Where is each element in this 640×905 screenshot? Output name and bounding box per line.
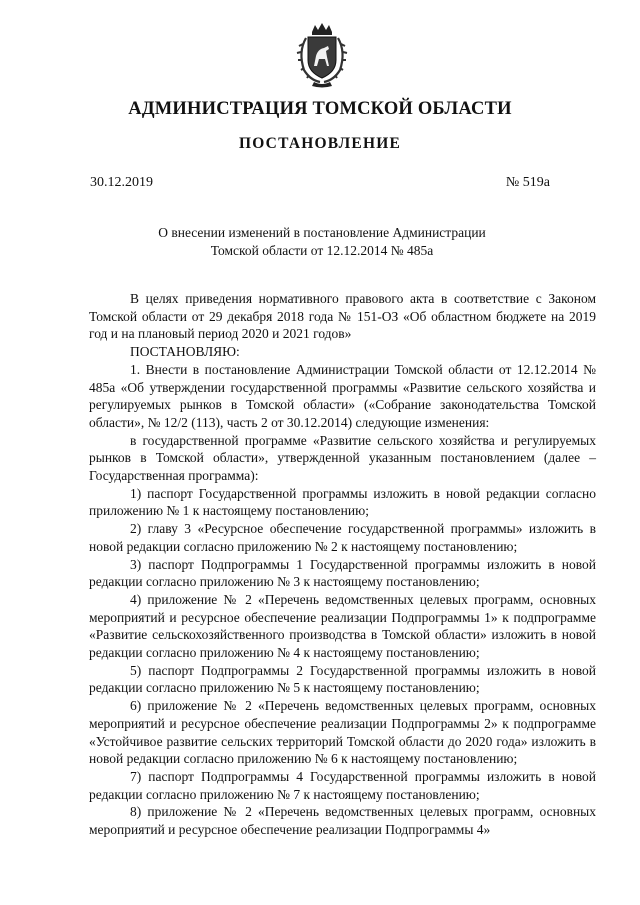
paragraph: 6) приложение № 2 «Перечень ведомственных целевых программ, основных мероприятий и ресурсное обеспечение реализации Подпрограммы 2» к подпрограмме «Устойчивое развитие сельских территорий Томской области до 2020 года» изложить в новой редакции согласно приложению № 6 к настоящему постановлению; bbox=[89, 698, 596, 767]
document-subject bbox=[90, 224, 554, 259]
tomsk-coat-of-arms-icon bbox=[294, 22, 350, 88]
paragraph: 7) паспорт Подпрограммы 4 Государственной программы изложить в новой редакции согласно приложению № 7 к настоящему постановлению; bbox=[89, 768, 596, 802]
paragraph: в государственной программе «Развитие сельского хозяйства и регулируемых рынков в Томской области», утвержденной указанным постановлением (далее – Государственная программа): bbox=[89, 432, 596, 484]
paragraph: 4) приложение № 2 «Перечень ведомственных целевых программ, основных мероприятий и ресурсное обеспечение реализации Подпрограммы 1» к подпрограмме «Развитие сельскохозяйственного производства в Томской области» изложить в новой редакции согласно приложению № 4 к настоящему постановлению; bbox=[89, 591, 596, 661]
document-date: 30.12.2019 bbox=[90, 175, 153, 190]
paragraph: В целях приведения нормативного правового акта в соответствие с Законом Томской области от 29 декабря 2018 года № 151-ОЗ «Об областном бюджете на 2019 год и на плановый период 2020 и 2021 годов» bbox=[89, 291, 596, 342]
paragraph: 1. Внести в постановление Администрации Томской области от 12.12.2014 № 485а «Об утверждении государственной программы «Развитие сельского хозяйства и регулируемых рынков в Томской области» («Собрание законодательства Томской области», № 12/2 (113), часть 2 от 30.12.2014) следующие изменения: bbox=[89, 361, 596, 430]
paragraph: 2) главу 3 «Ресурсное обеспечение государственной программы» изложить в новой редакции согласно приложению № 2 к настоящему постановлению; bbox=[89, 521, 596, 554]
document-type: ПОСТАНОВЛЕНИЕ bbox=[238, 135, 402, 152]
paragraph: 1) паспорт Государственной программы изложить в новой редакции согласно приложению № 1 к настоящему постановлению; bbox=[89, 485, 596, 519]
subject-line: О внесении изменений в постановление Администрации bbox=[158, 225, 486, 240]
document-number: № 519а bbox=[505, 175, 550, 190]
paragraph: 5) паспорт Подпрограммы 2 Государственной программы изложить в новой редакции согласно приложению № 5 к настоящему постановлению; bbox=[89, 662, 596, 696]
paragraph: 3) паспорт Подпрограммы 1 Государственной программы изложить в новой редакции согласно приложению № 3 к настоящему постановлению; bbox=[89, 556, 596, 590]
paragraph: 8) приложение № 2 «Перечень ведомственных целевых программ, основных мероприятий и ресурсное обеспечение реализации Подпрограммы 4» bbox=[89, 804, 596, 838]
organization-title: АДМИНИСТРАЦИЯ ТОМСКОЙ ОБЛАСТИ bbox=[128, 99, 512, 119]
subject-line: Томской области от 12.12.2014 № 485а bbox=[210, 242, 434, 258]
paragraph: ПОСТАНОВЛЯЮ: bbox=[130, 344, 240, 360]
document-body bbox=[89, 290, 596, 839]
